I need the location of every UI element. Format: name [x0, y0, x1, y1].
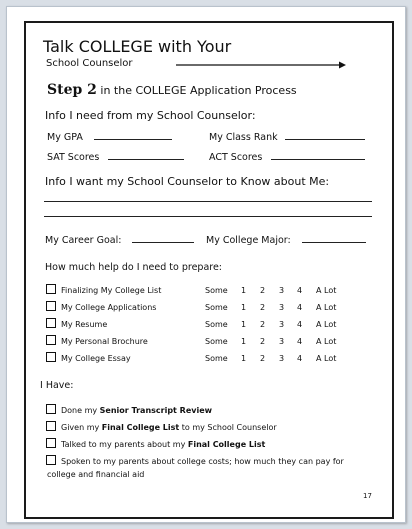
gpa-field[interactable]	[47, 130, 172, 143]
step-number: Step 2	[47, 82, 97, 98]
prep-item-label: My Personal Brochure	[61, 337, 148, 346]
checkbox[interactable]	[46, 421, 56, 431]
scale-4[interactable]: 4	[297, 286, 303, 295]
scale-2[interactable]: 2	[260, 337, 266, 346]
scale-3[interactable]: 3	[279, 286, 285, 295]
scale-some[interactable]: Some	[205, 354, 228, 363]
checkbox[interactable]	[46, 438, 56, 448]
scale-2[interactable]: 2	[260, 303, 266, 312]
scale-1[interactable]: 1	[241, 354, 247, 363]
page-title: Talk COLLEGE with Your	[43, 37, 232, 56]
have-item-final-list: Given my Final College List to my School Counselor	[61, 423, 277, 432]
scale-4[interactable]: 4	[297, 320, 303, 329]
scale-some[interactable]: Some	[205, 320, 228, 329]
sat-label: SAT Scores	[47, 152, 100, 163]
scale-3[interactable]: 3	[279, 337, 285, 346]
scale-1[interactable]: 1	[241, 337, 247, 346]
prep-item-label: My Resume	[61, 320, 108, 329]
have-item-costs-line2: college and financial aid	[47, 470, 145, 479]
have-item-transcript: Done my Senior Transcript Review	[61, 406, 213, 415]
scale-2[interactable]: 2	[260, 286, 266, 295]
arrow-right-icon	[176, 61, 346, 69]
checkbox[interactable]	[46, 404, 56, 414]
scale-a-lot[interactable]: A Lot	[316, 303, 337, 312]
have-heading: I Have:	[40, 380, 74, 391]
prep-item-label: My College Essay	[61, 354, 131, 363]
scale-some[interactable]: Some	[205, 286, 228, 295]
gpa-label: My GPA	[47, 132, 83, 143]
career-goal-field[interactable]	[45, 233, 194, 246]
scale-2[interactable]: 2	[260, 354, 266, 363]
step-text: in the COLLEGE Application Process	[96, 84, 297, 97]
college-major-label: My College Major:	[206, 235, 291, 246]
college-major-field[interactable]	[206, 233, 366, 246]
class-rank-blank[interactable]	[285, 130, 365, 140]
sat-field[interactable]	[47, 150, 184, 163]
scale-1[interactable]: 1	[241, 286, 247, 295]
college-major-blank[interactable]	[302, 233, 366, 243]
checkbox[interactable]	[46, 284, 56, 294]
scale-4[interactable]: 4	[297, 354, 303, 363]
scale-some[interactable]: Some	[205, 337, 228, 346]
page-subtitle: School Counselor	[46, 58, 133, 69]
info-need-heading: Info I need from my School Counselor:	[45, 109, 256, 122]
act-label: ACT Scores	[209, 152, 263, 163]
scale-3[interactable]: 3	[279, 303, 285, 312]
scale-a-lot[interactable]: A Lot	[316, 337, 337, 346]
have-item-costs: Spoken to my parents about college costs; how much they can pay for	[61, 457, 344, 466]
write-line-1[interactable]	[44, 201, 372, 202]
scale-1[interactable]: 1	[241, 320, 247, 329]
scale-4[interactable]: 4	[297, 303, 303, 312]
scale-3[interactable]: 3	[279, 320, 285, 329]
scale-1[interactable]: 1	[241, 303, 247, 312]
checkbox[interactable]	[46, 335, 56, 345]
step-heading	[47, 82, 297, 98]
scale-3[interactable]: 3	[279, 354, 285, 363]
checkbox[interactable]	[46, 318, 56, 328]
scale-a-lot[interactable]: A Lot	[316, 320, 337, 329]
scale-some[interactable]: Some	[205, 303, 228, 312]
act-blank[interactable]	[271, 150, 365, 160]
scale-4[interactable]: 4	[297, 337, 303, 346]
career-goal-blank[interactable]	[132, 233, 194, 243]
prep-item-label: Finalizing My College List	[61, 286, 162, 295]
have-item-parents-list: Talked to my parents about my Final College List	[61, 440, 266, 449]
act-field[interactable]	[209, 150, 365, 163]
prep-item-label: My College Applications	[61, 303, 157, 312]
checkbox[interactable]	[46, 455, 56, 465]
scale-a-lot[interactable]: A Lot	[316, 354, 337, 363]
page-number: 17	[363, 492, 372, 500]
class-rank-field[interactable]	[209, 130, 365, 143]
info-want-heading: Info I want my School Counselor to Know about Me:	[45, 175, 330, 188]
gpa-blank[interactable]	[94, 130, 172, 140]
scale-2[interactable]: 2	[260, 320, 266, 329]
checkbox[interactable]	[46, 301, 56, 311]
write-line-2[interactable]	[44, 216, 372, 217]
checkbox[interactable]	[46, 352, 56, 362]
career-goal-label: My Career Goal:	[45, 235, 122, 246]
scale-a-lot[interactable]: A Lot	[316, 286, 337, 295]
prep-question: How much help do I need to prepare:	[45, 262, 223, 273]
class-rank-label: My Class Rank	[209, 132, 278, 143]
sat-blank[interactable]	[108, 150, 184, 160]
